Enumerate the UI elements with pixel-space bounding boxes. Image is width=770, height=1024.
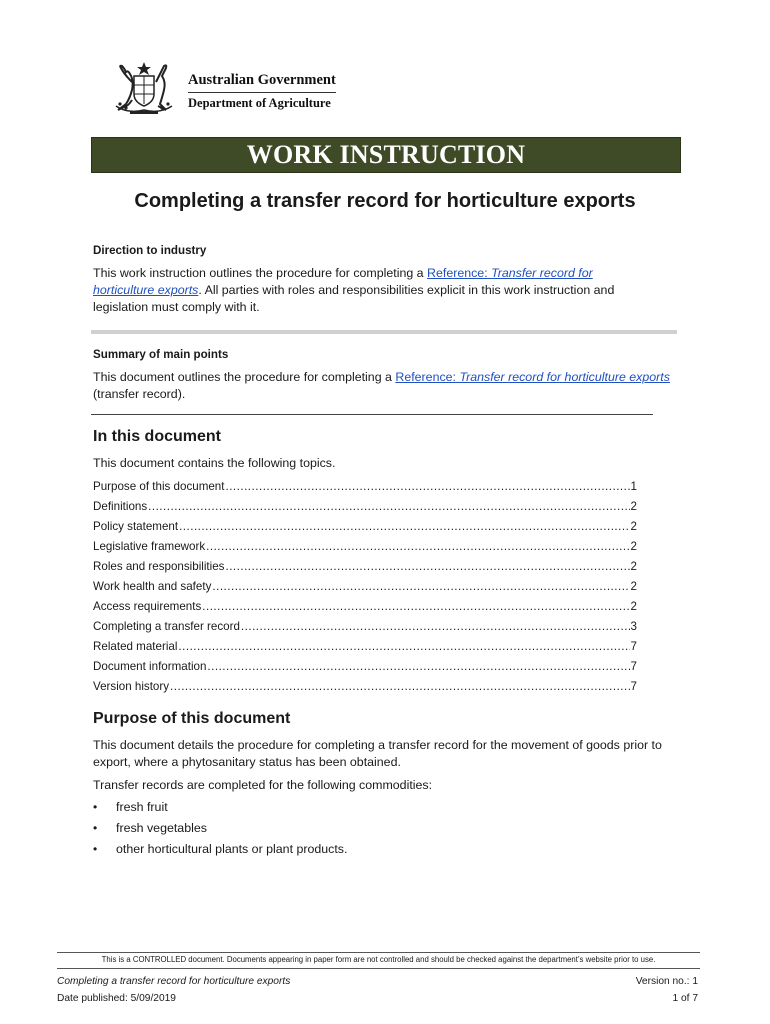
toc-entry[interactable] [93,560,637,580]
toc-entry-page: 7 [630,680,637,693]
toc-entry[interactable] [93,520,637,540]
toc-intro: This document contains the following topics. [93,456,336,470]
banner-text: WORK INSTRUCTION [246,140,526,169]
direction-heading: Direction to industry [93,244,207,257]
toc-entry[interactable] [93,540,637,560]
toc-entry-page: 2 [630,580,637,593]
toc-entry-page: 2 [630,540,637,553]
list-item [93,842,347,863]
toc-entry-page: 1 [630,480,637,493]
footer-date-published: Date published: 5/09/2019 [57,993,176,1004]
work-instruction-banner [91,137,681,173]
list-item-text: fresh fruit [116,800,168,814]
toc-entry-label: Legislative framework [93,540,206,553]
toc-entry-label: Access requirements [93,600,202,613]
toc-leader-dots [241,620,630,633]
toc-entry[interactable] [93,480,637,500]
summary-rule [91,414,653,415]
toc-leader-dots [179,520,629,533]
toc-entry[interactable] [93,660,637,680]
in-this-document-heading: In this document [93,428,221,445]
direction-text-before: This work instruction outlines the procedure for completing a [93,266,428,280]
toc-entry-label: Related material [93,640,178,653]
toc-entry[interactable] [93,620,637,640]
list-item-text: fresh vegetables [116,821,207,835]
footer-page-number: 1 of 7 [672,993,698,1004]
purpose-heading: Purpose of this document [93,710,291,727]
toc-entry-label: Document information [93,660,207,673]
section-divider [91,330,677,334]
list-item [93,821,347,842]
toc-entry-label: Purpose of this document [93,480,225,493]
logo-divider [188,92,336,93]
commodity-list [93,800,347,863]
toc-leader-dots [202,600,629,613]
list-item-text: other horticultural plants or plant products. [116,842,348,856]
department-name: Department of Agriculture [188,96,331,110]
toc-leader-dots [225,560,629,573]
toc-entry[interactable] [93,680,637,700]
toc-entry-page: 2 [630,500,637,513]
toc-leader-dots [170,680,630,693]
direction-text-after: . All parties with roles and responsibilities explicit in this work instruction and legislation must comply with it. [93,283,615,314]
toc-entry-label: Policy statement [93,520,179,533]
toc-entry-label: Definitions [93,500,148,513]
summary-link-prefix: Reference: [395,370,460,384]
toc-entry[interactable] [93,500,637,520]
toc-leader-dots [212,580,629,593]
footer-rule-bottom [57,968,700,969]
government-name: Australian Government [188,72,336,88]
toc-entry-label: Completing a transfer record [93,620,240,633]
direction-paragraph [93,265,643,316]
toc-entry-page: 2 [630,600,637,613]
toc-entry-label: Version history [93,680,170,693]
bullet-icon: • [93,821,98,835]
footer-version: Version no.: 1 [635,976,698,987]
toc-entry-page: 2 [630,520,637,533]
summary-link-title: Transfer record for horticulture exports [459,370,670,384]
toc-entry[interactable] [93,640,637,660]
toc-entry[interactable] [93,600,637,620]
purpose-paragraph-2: Transfer records are completed for the following commodities: [93,778,433,792]
summary-text-after: (transfer record). [93,387,186,401]
link-prefix: Reference: [427,266,492,280]
toc-entry-label: Work health and safety [93,580,212,593]
toc-leader-dots [148,500,629,513]
toc-entry-page: 2 [630,560,637,573]
government-logo [104,60,344,116]
document-title: Completing a transfer record for horticulture exports [134,190,636,212]
toc-entry-page: 7 [630,640,637,653]
toc-entry-label: Roles and responsibilities [93,560,225,573]
summary-heading: Summary of main points [93,348,229,361]
bullet-icon: • [93,800,98,814]
toc-leader-dots [207,660,629,673]
summary-reference-link[interactable] [395,370,670,384]
summary-text-before: This document outlines the procedure for completing a [93,370,396,384]
footer-rule-top [57,952,700,953]
toc-leader-dots [225,480,629,493]
toc-leader-dots [206,540,629,553]
coat-of-arms-icon [104,60,184,116]
footer-document-title: Completing a transfer record for horticulture exports [57,976,291,987]
link-title: Transfer record for horticulture exports [93,266,593,297]
list-item [93,800,347,821]
bullet-icon: • [93,842,98,856]
toc-entry-page: 3 [630,620,637,633]
toc-entry-page: 7 [630,660,637,673]
table-of-contents [93,480,637,700]
toc-entry[interactable] [93,580,637,600]
purpose-paragraph-1: This document details the procedure for completing a transfer record for the movement of goods prior to export, where a phytosanitary status has been obtained. [93,738,662,769]
summary-paragraph [93,369,673,403]
controlled-document-notice: This is a CONTROLLED document. Documents appearing in paper form are not controlled and should be checked against the department’s website prior to use. [101,955,656,964]
toc-leader-dots [178,640,629,653]
